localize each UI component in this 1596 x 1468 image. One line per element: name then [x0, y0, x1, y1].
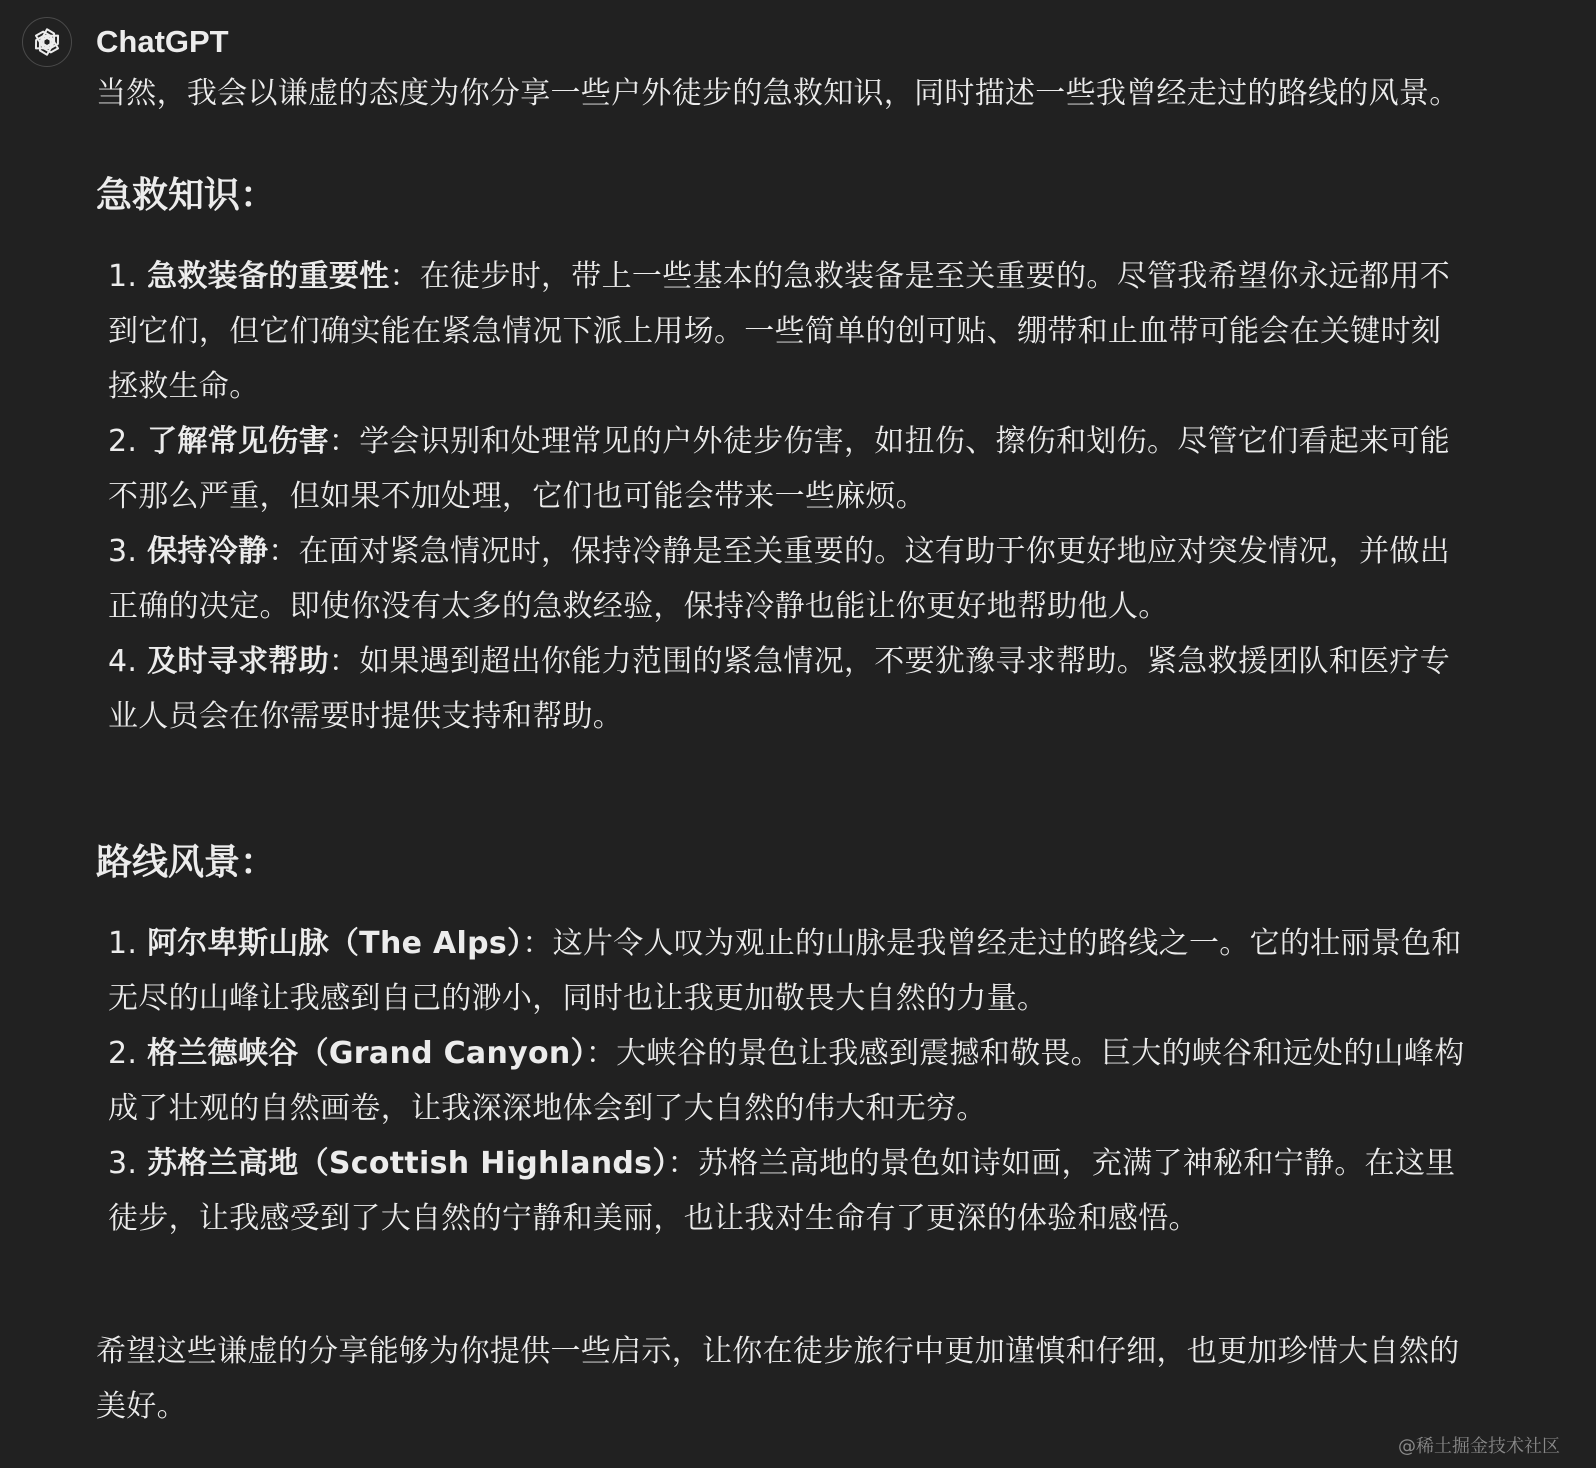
list-item: [108, 249, 1466, 414]
author-name: ChatGPT: [96, 24, 229, 59]
list-number: 1.: [108, 926, 138, 961]
list-number: 2.: [108, 1036, 138, 1071]
list-text: 大峡谷的景色让我感到震撼和敬畏。巨大的峡谷和远处的山峰构成了壮观的自然画卷，让我深深地体会到了大自然的伟大和无穷。: [108, 1036, 1465, 1126]
list-separator: ：: [268, 534, 299, 569]
watermark: @稀土掘金技术社区: [1398, 1436, 1560, 1457]
list-number: 1.: [108, 259, 138, 294]
list-item: [108, 1026, 1466, 1136]
scenery-list: [96, 916, 1466, 1246]
list-term: 了解常见伤害: [147, 424, 329, 459]
list-item: [108, 916, 1466, 1026]
list-text: 学会识别和处理常见的户外徒步伤害，如扭伤、擦伤和划伤。尽管它们看起来可能不那么严重，但如果不加处理，它们也可能会带来一些麻烦。: [108, 424, 1451, 514]
list-number: 3.: [108, 1146, 138, 1181]
list-term: 急救装备的重要性: [147, 259, 390, 294]
intro-paragraph: 当然，我会以谦虚的态度为你分享一些户外徒步的急救知识，同时描述一些我曾经走过的路线的风景。: [96, 76, 1460, 111]
list-number: 4.: [108, 644, 138, 679]
list-text: 这片令人叹为观止的山脉是我曾经走过的路线之一。它的壮丽景色和无尽的山峰让我感到自己的渺小，同时也让我更加敬畏大自然的力量。: [108, 926, 1462, 1016]
list-item: [108, 1136, 1466, 1246]
list-separator: ：: [328, 424, 360, 459]
list-separator: ：: [585, 1036, 617, 1071]
list-separator: ：: [522, 926, 553, 961]
list-term: 及时寻求帮助: [147, 644, 329, 679]
list-item: [108, 634, 1466, 744]
list-separator: ：: [667, 1146, 698, 1181]
list-term: 阿尔卑斯山脉（The Alps）: [147, 926, 523, 961]
openai-logo-icon: [30, 25, 64, 59]
avatar: [22, 17, 72, 67]
first-aid-list: [96, 249, 1466, 744]
message-content: [96, 66, 1466, 1434]
list-separator: ：: [328, 644, 360, 679]
list-term: 苏格兰高地（Scottish Highlands）: [147, 1146, 668, 1181]
list-item: [108, 524, 1466, 634]
list-term: 格兰德峡谷（Grand Canyon）: [147, 1036, 586, 1071]
list-text: 在徒步时，带上一些基本的急救装备是至关重要的。尽管我希望你永远都用不到它们，但它们确实能在紧急情况下派上用场。一些简单的创可贴、绷带和止血带可能会在关键时刻拯救生命。: [108, 259, 1450, 404]
scenery-heading: 路线风景：: [96, 842, 277, 883]
first-aid-heading: 急救知识：: [96, 175, 277, 216]
list-separator: ：: [389, 259, 420, 294]
list-text: 如果遇到超出你能力范围的紧急情况，不要犹豫寻求帮助。紧急救援团队和医疗专业人员会在你需要时提供支持和帮助。: [108, 644, 1451, 734]
list-text: 苏格兰高地的景色如诗如画，充满了神秘和宁静。在这里徒步，让我感受到了大自然的宁静和美丽，也让我对生命有了更深的体验和感悟。: [108, 1146, 1456, 1236]
closing-paragraph: 希望这些谦虚的分享能够为你提供一些启示，让你在徒步旅行中更加谨慎和仔细，也更加珍惜大自然的美好。: [96, 1334, 1460, 1424]
list-term: 保持冷静: [147, 534, 269, 569]
section-spacer: [96, 744, 1466, 788]
list-number: 2.: [108, 424, 138, 459]
list-item: [108, 414, 1466, 524]
list-number: 3.: [108, 534, 138, 569]
list-text: 在面对紧急情况时，保持冷静是至关重要的。这有助于你更好地应对突发情况，并做出正确的决定。即使你没有太多的急救经验，保持冷静也能让你更好地帮助他人。: [108, 534, 1450, 624]
